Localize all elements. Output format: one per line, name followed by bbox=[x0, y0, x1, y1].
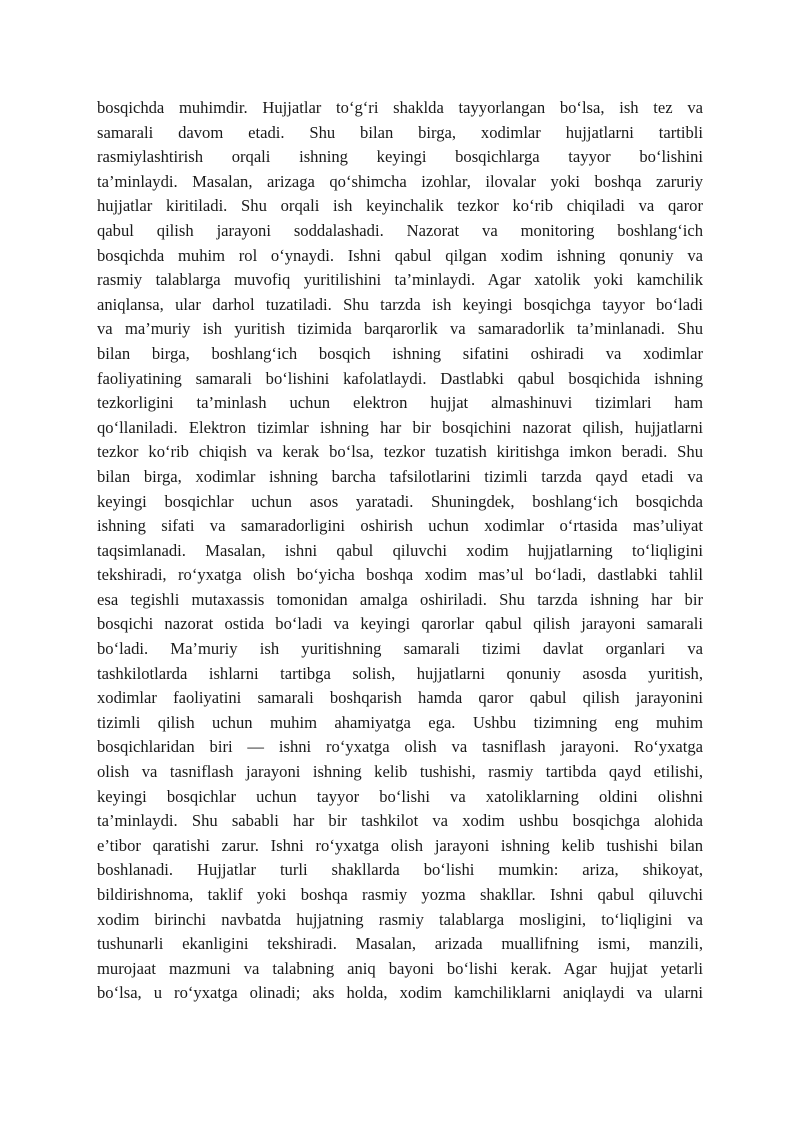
text-line: tezkor ko‘rib chiqish va kerak bo‘lsa, tezkor tuzatish kiritishga imkon beradi. Shu bbox=[97, 442, 703, 462]
text-line: bosqichda muhim rol o‘ynaydi. Ishni qabul qilgan xodim ishning qonuniy va bbox=[97, 245, 703, 265]
text-line: tizimli qilish uchun muhim ahamiyatga ega. Ushbu tizimning eng muhim bbox=[97, 712, 703, 732]
text-line: esa tegishli mutaxassis tomonidan amalga oshiriladi. Shu tarzda ishning har bir bbox=[97, 589, 703, 609]
text-line: tushunarli ekanligini tekshiradi. Masalan, arizada muallifning ismi, manzili, bbox=[97, 934, 703, 954]
text-line: boshlanadi. Hujjatlar turli shakllarda bo‘lishi mumkin: ariza, shikoyat, bbox=[97, 860, 703, 880]
text-line: xodimlar faoliyatini samarali boshqarish hamda qaror qabul qilish jarayonini bbox=[97, 688, 703, 708]
text-line: qabul qilish jarayoni soddalashadi. Nazorat va monitoring boshlang‘ich bbox=[97, 220, 703, 240]
text-line: e’tibor qaratishi zarur. Ishni ro‘yxatga olish jarayoni ishning kelib tushishi bilan bbox=[97, 835, 703, 855]
text-line: samarali davom etadi. Shu bilan birga, xodimlar hujjatlarni tartibli bbox=[97, 122, 703, 142]
text-line: olish va tasniflash jarayoni ishning kelib tushishi, rasmiy tartibda qayd etilishi, bbox=[97, 762, 703, 782]
text-line: rasmiylashtirish orqali ishning keyingi bosqichlarga tayyor bo‘lishini bbox=[97, 147, 703, 167]
body-paragraph bbox=[97, 96, 703, 1006]
text-line: murojaat mazmuni va talabning aniq bayoni bo‘lishi kerak. Agar hujjat yetarli bbox=[97, 958, 703, 978]
text-line: tezkorligini ta’minlash uchun elektron hujjat almashinuvi tizimlari ham bbox=[97, 393, 703, 413]
text-line: ta’minlaydi. Masalan, arizaga qo‘shimcha izohlar, ilovalar yoki boshqa zaruriy bbox=[97, 171, 703, 191]
text-line: tashkilotlarda ishlarni tartibga solish, hujjatlarni qonuniy asosda yuritish, bbox=[97, 663, 703, 683]
text-line: bildirishnoma, taklif yoki boshqa rasmiy yozma shakllar. Ishni qabul qiluvchi bbox=[97, 885, 703, 904]
text-line: bilan birga, boshlang‘ich bosqich ishning sifatini oshiradi va xodimlar bbox=[97, 343, 703, 363]
text-line: aniqlansa, ular darhol tuzatiladi. Shu tarzda ish keyingi bosqichga tayyor bo‘ladi bbox=[97, 294, 703, 314]
text-line: hujjatlar kiritiladi. Shu orqali ish keyinchalik tezkor ko‘rib chiqiladi va qaror bbox=[97, 196, 703, 216]
text-line: taqsimlanadi. Masalan, ishni qabul qiluvchi xodim hujjatlarning to‘liqligini bbox=[97, 540, 703, 560]
text-line: ishning sifati va samaradorligini oshirish uchun xodimlar o‘rtasida mas’uliyat bbox=[97, 516, 703, 536]
text-line: tekshiradi, ro‘yxatga olish bo‘yicha boshqa xodim mas’ul bo‘ladi, dastlabki tahlil bbox=[97, 565, 703, 585]
text-line: faoliyatining samarali bo‘lishini kafolatlaydi. Dastlabki qabul bosqichida ishning bbox=[97, 368, 703, 388]
text-line: bosqichda muhimdir. Hujjatlar to‘g‘ri shaklda tayyorlangan bo‘lsa, ish tez va bbox=[97, 98, 703, 117]
text-line: bilan birga, xodimlar ishning barcha tafsilotlarini tizimli tarzda qayd etadi va bbox=[97, 466, 703, 486]
text-line: bo‘ladi. Ma’muriy ish yuritishning samarali tizimi davlat organlari va bbox=[97, 639, 703, 659]
text-line: ta’minlaydi. Shu sababli har bir tashkilot va xodim ushbu bosqichga alohida bbox=[97, 811, 703, 831]
text-line: keyingi bosqichlar uchun tayyor bo‘lishi va xatoliklarning oldini olishni bbox=[97, 786, 703, 806]
text-line: bosqichlaridan biri — ishni ro‘yxatga olish va tasniflash jarayoni. Ro‘yxatga bbox=[97, 737, 703, 757]
text-line: xodim birinchi navbatda hujjatning rasmiy talablarga mosligini, to‘liqligini va bbox=[97, 909, 703, 929]
text-line: va ma’muriy ish yuritish tizimida barqarorlik va samaradorlik ta’minlanadi. Shu bbox=[97, 319, 703, 339]
text-line: bosqichi nazorat ostida bo‘ladi va keyingi qarorlar qabul qilish jarayoni samarali bbox=[97, 614, 703, 634]
text-line: rasmiy talablarga muvofiq yuritilishini ta’minlaydi. Agar xatolik yoki kamchilik bbox=[97, 270, 703, 290]
text-line: keyingi bosqichlar uchun asos yaratadi. Shuningdek, boshlang‘ich bosqichda bbox=[97, 491, 703, 511]
text-line: bo‘lsa, u ro‘yxatga olinadi; aks holda, xodim kamchiliklarni aniqlaydi va ularni bbox=[97, 983, 703, 1003]
text-line: qo‘llaniladi. Elektron tizimlar ishning har bir bosqichini nazorat qilish, hujjatlarni bbox=[97, 417, 703, 437]
